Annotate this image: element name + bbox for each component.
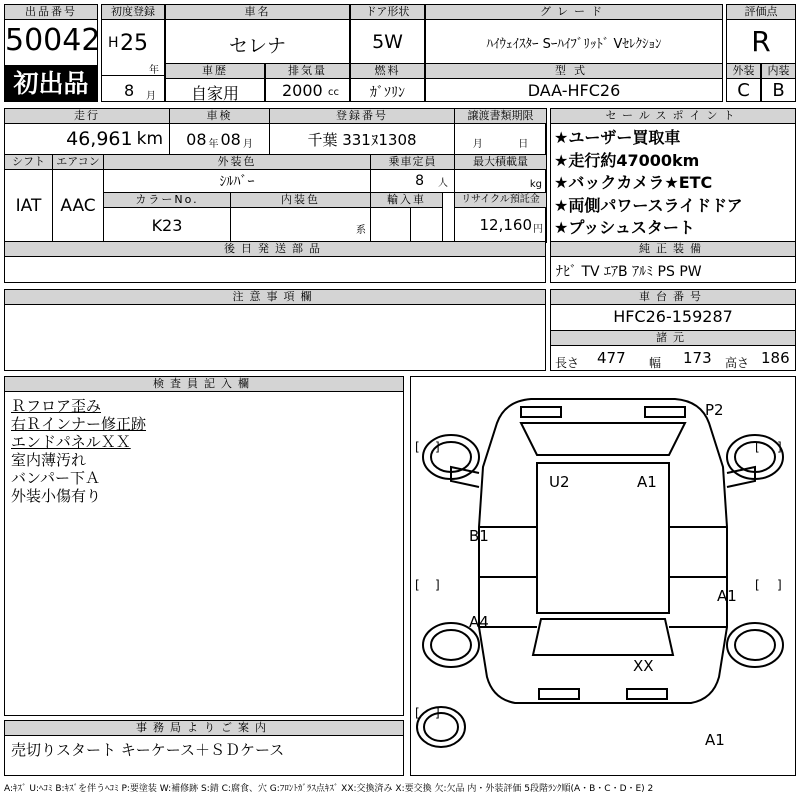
plate-cell [269, 123, 455, 155]
model: DAA-HFC26 [527, 81, 621, 100]
office-box [4, 720, 404, 776]
equipment-box [550, 241, 796, 283]
svg-text:]: ] [435, 440, 440, 454]
fuel-label: 燃料 [350, 63, 425, 79]
inspector-box [4, 376, 404, 716]
year-unit: 年 [149, 65, 159, 76]
model-box [425, 63, 723, 102]
door-type: 5W [372, 31, 403, 53]
model-label: 型式 [425, 63, 723, 79]
history-label: 車歴 [165, 63, 265, 79]
recycle-label: リサイクル預託金 [454, 192, 547, 208]
int-color-cell: 系 [230, 207, 371, 243]
import-label: 輸入車 [370, 192, 443, 208]
score: R [751, 25, 771, 58]
capacity: 8 [415, 173, 424, 189]
exterior-grade: C [737, 80, 750, 101]
plate-label: 登録番号 [269, 108, 455, 124]
capacity-label: 乗車定員 [370, 154, 455, 170]
sales-point: ★ユーザー買取車 [554, 128, 681, 147]
transfer-label: 譲渡書類期限 [454, 108, 547, 124]
plate-number: 千葉 331ﾇ1308 [307, 130, 417, 149]
displacement-box [265, 63, 350, 102]
chassis-label: 車台番号 [550, 289, 796, 305]
inspection-label: 車検 [169, 108, 270, 124]
color-no-cell [103, 207, 231, 243]
ext-color-cell [103, 169, 371, 193]
displacement-label: 排気量 [265, 63, 350, 79]
door-label: ドア形状 [350, 4, 425, 20]
dims-row: 長さ 477 幅 173 高さ 186 [555, 349, 790, 370]
ac: AAC [60, 196, 96, 216]
recycle-deposit: 12,160 [479, 216, 532, 234]
car-diagram-box [410, 376, 796, 776]
history: 自家用 [190, 84, 239, 103]
damage-mark: A4 [469, 613, 489, 631]
inspector-notes [11, 397, 146, 505]
registration-era: H [108, 35, 119, 51]
month-unit: 月 [146, 91, 156, 102]
svg-text:]: ] [777, 440, 782, 454]
svg-text:[: [ [415, 440, 420, 454]
inspector-note: バンパー下Ａ [11, 469, 100, 487]
mileage-cell [4, 123, 170, 155]
damage-mark: A1 [705, 731, 725, 749]
ac-cell [52, 169, 104, 243]
svg-text:]: ] [435, 578, 440, 592]
sales-points-list [554, 127, 794, 240]
fuel-box [350, 63, 425, 102]
office-text: 売切りスタート キーケース＋ＳＤケース [11, 741, 285, 759]
damage-mark: U2 [549, 473, 570, 491]
car-name: セレナ [228, 35, 286, 57]
inspection-month: 08 [220, 129, 241, 149]
load-label: 最大積載量 [454, 154, 547, 170]
first-registration-label: 初度登録 [101, 4, 165, 20]
km-unit: km [136, 129, 163, 149]
width: 173 [683, 349, 712, 367]
score-box [726, 4, 796, 64]
ext-color: ｼﾙﾊﾞｰ [219, 174, 255, 190]
registration-year: 25 [120, 31, 148, 56]
color-no-label: カラーNo. [103, 192, 231, 208]
svg-text:[: [ [755, 578, 760, 592]
svg-text:]: ] [777, 578, 782, 592]
notes-box [4, 289, 546, 371]
chassis-box [550, 289, 796, 371]
sales-point: ★両側パワースライドドア [554, 195, 743, 215]
int-color-label: 内装色 [230, 192, 371, 208]
sales-points-box [550, 108, 796, 242]
capacity-cell: 8 人 [370, 169, 455, 193]
lot-number: 50042 [5, 23, 101, 58]
mileage-label: 走行 [4, 108, 170, 124]
chassis-number: HFC26-159287 [613, 307, 733, 326]
inspector-note: 右Ｒインナー修正跡 [11, 415, 147, 433]
damage-mark: B1 [469, 527, 489, 545]
inspection-year: 08 [186, 129, 207, 149]
svg-text:]: ] [435, 706, 440, 720]
damage-mark: A1 [637, 473, 657, 491]
lot-number-label: 出品番号 [4, 4, 98, 20]
fuel: ｶﾞｿﾘﾝ [370, 85, 405, 101]
car-name-label: 車名 [165, 4, 350, 20]
interior-box [761, 63, 796, 102]
damage-mark: P2 [705, 401, 724, 419]
damage-mark: A1 [717, 587, 737, 605]
ext-color-label: 外装色 [103, 154, 371, 170]
grade: ﾊｲｳｪｲｽﾀｰ Sｰﾊｲﾌﾞﾘｯﾄﾞ Vｾﾚｸｼｮﾝ [486, 37, 662, 52]
grade-box [425, 4, 723, 64]
sales-point: ★バックカメラ★ETC [554, 173, 713, 192]
first-listing-badge: 初出品 [4, 66, 98, 102]
inspector-note: 室内薄汚れ [11, 451, 87, 469]
displacement: 2000 [282, 81, 323, 100]
inspector-note: 外装小傷有り [11, 487, 102, 505]
import-cell-b [410, 207, 443, 243]
length: 477 [597, 349, 626, 367]
equipment-label: 純正装備 [550, 241, 796, 257]
car-diagram [411, 377, 795, 775]
recycle-cell: 12,160 円 [454, 207, 547, 243]
damage-mark: XX [633, 657, 654, 675]
notes-label: 注意事項欄 [4, 289, 546, 305]
sales-points-label: セールスポイント [550, 108, 796, 124]
transfer-cell: 月 日 [454, 123, 547, 155]
office-label: 事務局よりご案内 [4, 720, 404, 736]
details-panel [4, 108, 546, 242]
exterior-label: 外装 [726, 63, 761, 79]
door-box [350, 4, 425, 64]
dims-label: 諸元 [550, 330, 796, 346]
interior-label: 内装 [761, 63, 796, 79]
sales-point: ★走行約47000km [554, 150, 700, 170]
later-parts-box [4, 241, 546, 283]
shift: IAT [15, 196, 42, 216]
cc-unit: cc [328, 87, 339, 98]
inspector-label: 検査員記入欄 [4, 376, 404, 392]
interior-grade: B [772, 80, 785, 101]
shift-cell [4, 169, 53, 243]
svg-text:[: [ [755, 440, 760, 454]
import-cell-a [370, 207, 411, 243]
car-name-box [165, 4, 350, 64]
height: 186 [761, 349, 790, 367]
later-parts-label: 後日発送部品 [4, 241, 546, 257]
mileage: 46,961 [66, 128, 133, 150]
lot-number-box [4, 4, 101, 66]
registration-month: 8 [124, 81, 135, 100]
score-label: 評価点 [726, 4, 796, 20]
svg-text:[: [ [415, 706, 420, 720]
grade-label: グレード [425, 4, 723, 20]
color-no: K23 [151, 215, 183, 235]
history-box [165, 63, 265, 102]
equipment: ﾅﾋﾞ TV ｴｱB ｱﾙﾐ PS PW [556, 264, 702, 280]
legend: A:ｷｽﾞ U:ﾍｺﾐ B:ｷｽﾞを伴うﾍｺﾐ P:要塗装 W:補修跡 S:錆 C:腐食、穴 G:ﾌﾛﾝﾄｶﾞﾗｽ点ｷｽﾞ XX:交換済み X:要交換 欠:欠品 内・外装評価 5段階ﾗﾝｸ順(A・B・C・D・E) 2 [4, 784, 654, 794]
shift-label: シフト [4, 154, 53, 170]
sales-point: ★プッシュスタート [554, 218, 695, 237]
inspector-note: Ｒフロア歪み [11, 397, 102, 415]
inspection-cell: 08 年 08 月 [169, 123, 270, 155]
first-registration-box [101, 4, 165, 102]
ac-label: エアコン [52, 154, 104, 170]
load-cell: kg [454, 169, 547, 193]
svg-text:[: [ [415, 578, 420, 592]
inspector-note: エンドパネルＸＸ [11, 433, 131, 451]
exterior-box [726, 63, 761, 102]
